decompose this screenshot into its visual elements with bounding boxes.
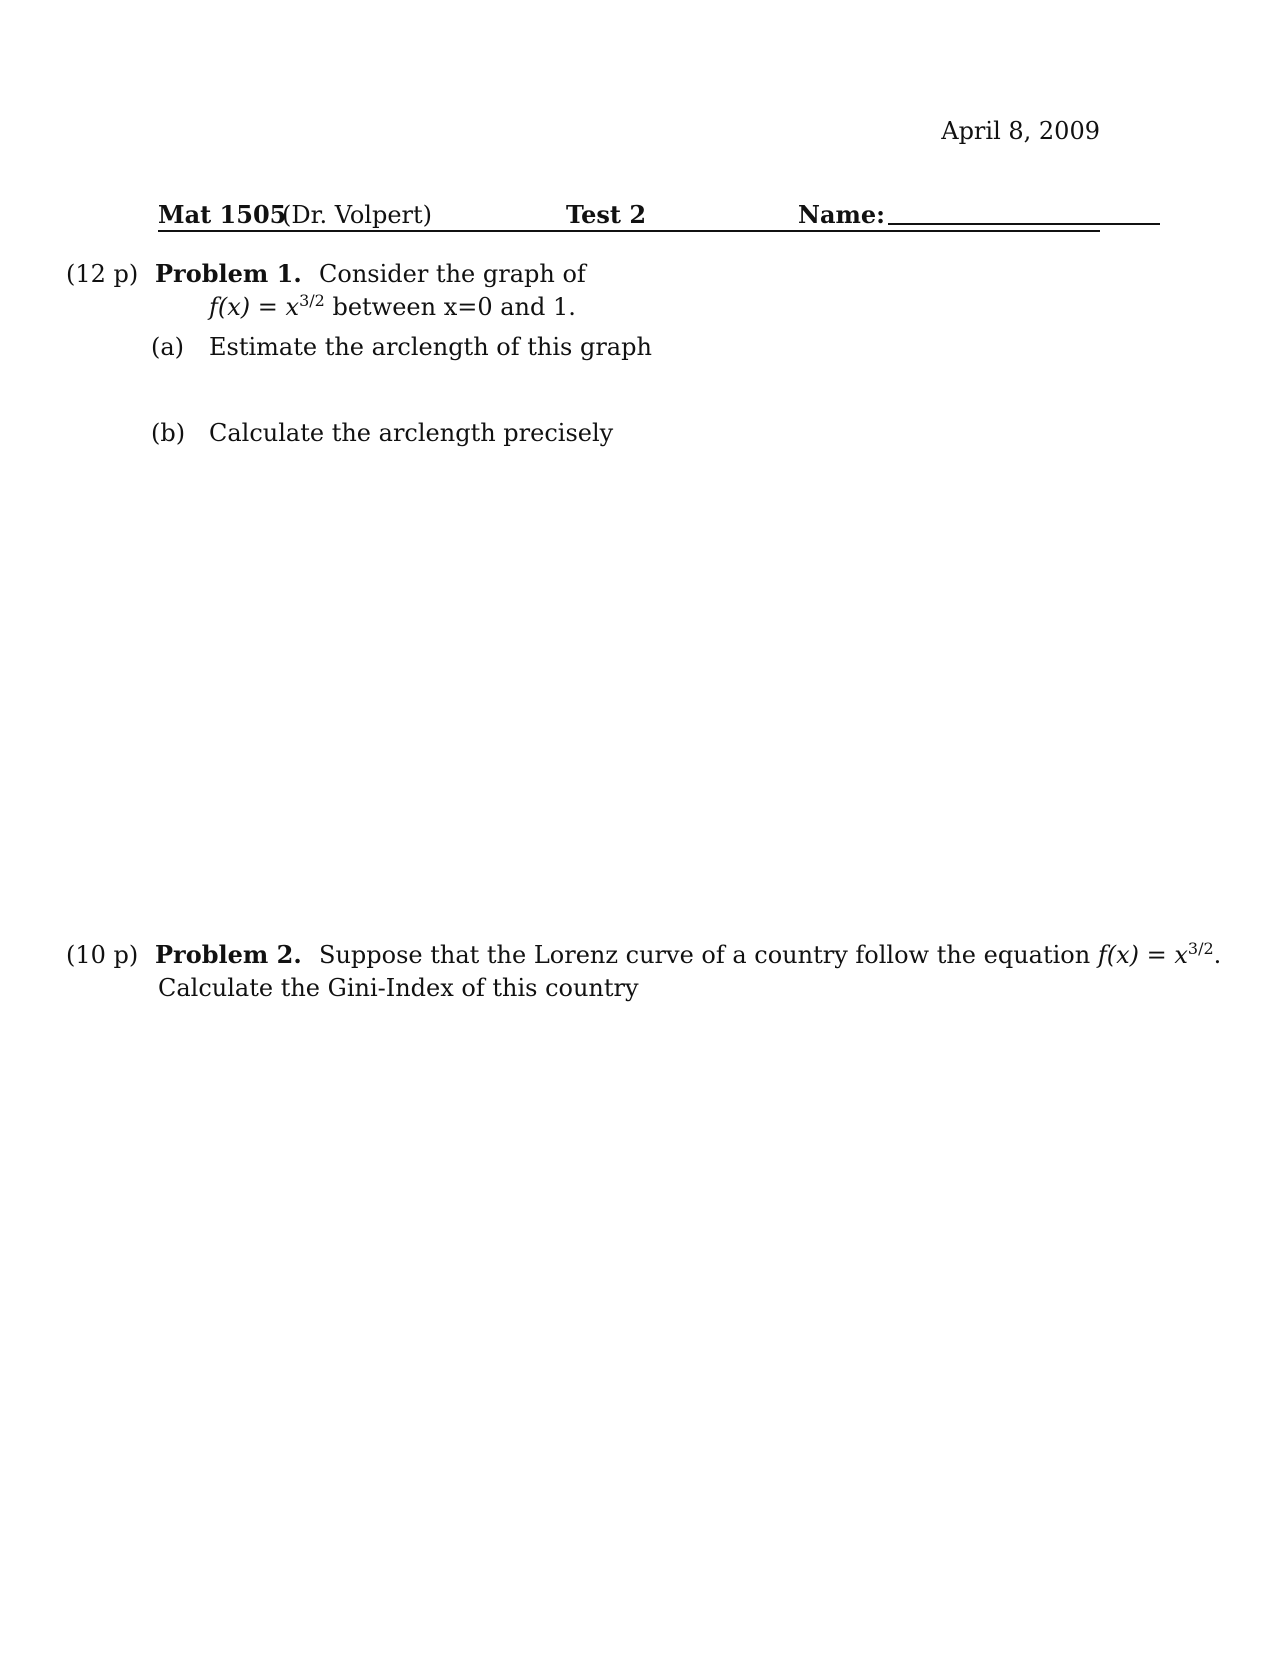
exam-date: April 8, 2009 (941, 117, 1100, 145)
problem1-function-base: x (285, 293, 300, 321)
problem2-text: Suppose that the Lorenz curve of a country follow the equation (319, 941, 1098, 969)
course-code: Mat 1505 (158, 200, 287, 229)
problem1-title: Problem 1. (155, 259, 302, 288)
problem1-function-exp: 3/2 (299, 291, 325, 310)
part-a-label: (a) (151, 333, 185, 361)
problem2-title: Problem 2. (155, 940, 302, 969)
name-label: Name: (798, 200, 886, 229)
problem2-question: Calculate the Gini-Index of this country (158, 974, 639, 1002)
problem1-function-eq: = (250, 293, 286, 321)
problem1-function-lhs: f(x) (209, 293, 251, 321)
part-a-text: Estimate the arclength of this graph (209, 333, 652, 361)
header-rule (158, 230, 1100, 232)
problem1-function (209, 292, 576, 322)
problem2-function-eq: = (1138, 941, 1175, 969)
test-title: Test 2 (566, 200, 647, 229)
problem2-function-lhs: f(x) (1097, 941, 1139, 969)
problem2-points: (10 p) (66, 941, 139, 969)
problem1-points: (12 p) (66, 260, 139, 288)
part-b-text: Calculate the arclength precisely (209, 419, 614, 447)
problem2-statement (319, 940, 1221, 970)
problem2-function-base: x (1174, 941, 1188, 969)
problem1-intro: Consider the graph of (319, 260, 586, 288)
name-blank-line (888, 223, 1160, 225)
part-b-label: (b) (151, 419, 186, 447)
problem2-function-tail: . (1213, 941, 1222, 969)
problem1-function-tail: between x=0 and 1. (324, 293, 576, 321)
problem2-function-exp: 3/2 (1187, 939, 1214, 958)
instructor: (Dr. Volpert) (282, 201, 432, 229)
